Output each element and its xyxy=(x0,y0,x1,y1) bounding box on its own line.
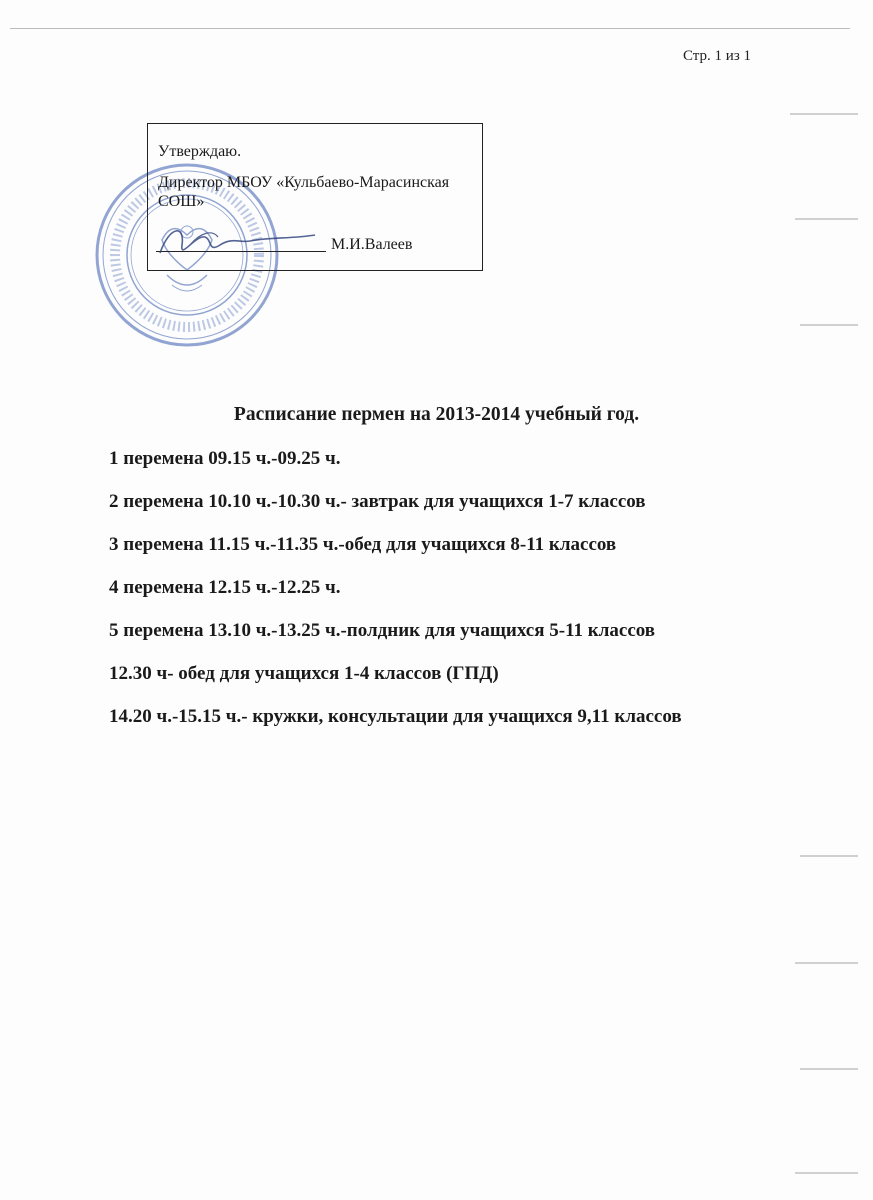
scan-mark xyxy=(795,218,858,220)
list-item: 12.30 ч- обед для учащихся 1-4 классов (ГПД) xyxy=(109,663,499,684)
page-number: Стр. 1 из 1 xyxy=(683,48,751,64)
break-schedule-list xyxy=(109,448,769,749)
list-item: 1 перемена 09.15 ч.-09.25 ч. xyxy=(109,448,341,469)
scan-mark xyxy=(800,1068,858,1070)
scan-mark xyxy=(800,855,858,857)
approve-label: Утверждаю. xyxy=(158,143,242,160)
list-item: 5 перемена 13.10 ч.-13.25 ч.-полдник для учащихся 5-11 классов xyxy=(109,620,656,641)
scan-mark xyxy=(795,1172,858,1174)
list-item: 2 перемена 10.10 ч.-10.30 ч.- завтрак для учащихся 1-7 классов xyxy=(109,491,646,512)
signatory-name: М.И.Валеев xyxy=(331,236,413,253)
scan-top-rule xyxy=(10,28,850,29)
scan-mark xyxy=(795,962,858,964)
list-item: 3 перемена 11.15 ч.-11.35 ч.-обед для учащихся 8-11 классов xyxy=(109,534,617,555)
handwritten-signature xyxy=(150,215,320,265)
document-title: Расписание пермен на 2013-2014 учебный год. xyxy=(233,404,640,425)
scan-mark xyxy=(800,324,858,326)
scan-mark xyxy=(790,113,858,115)
list-item: 14.20 ч.-15.15 ч.- кружки, консультации для учащихся 9,11 классов xyxy=(109,706,682,727)
director-line: Директор МБОУ «Кульбаево-Марасинская СОШ» xyxy=(158,174,450,210)
list-item: 4 перемена 12.15 ч.-12.25 ч. xyxy=(109,577,341,598)
